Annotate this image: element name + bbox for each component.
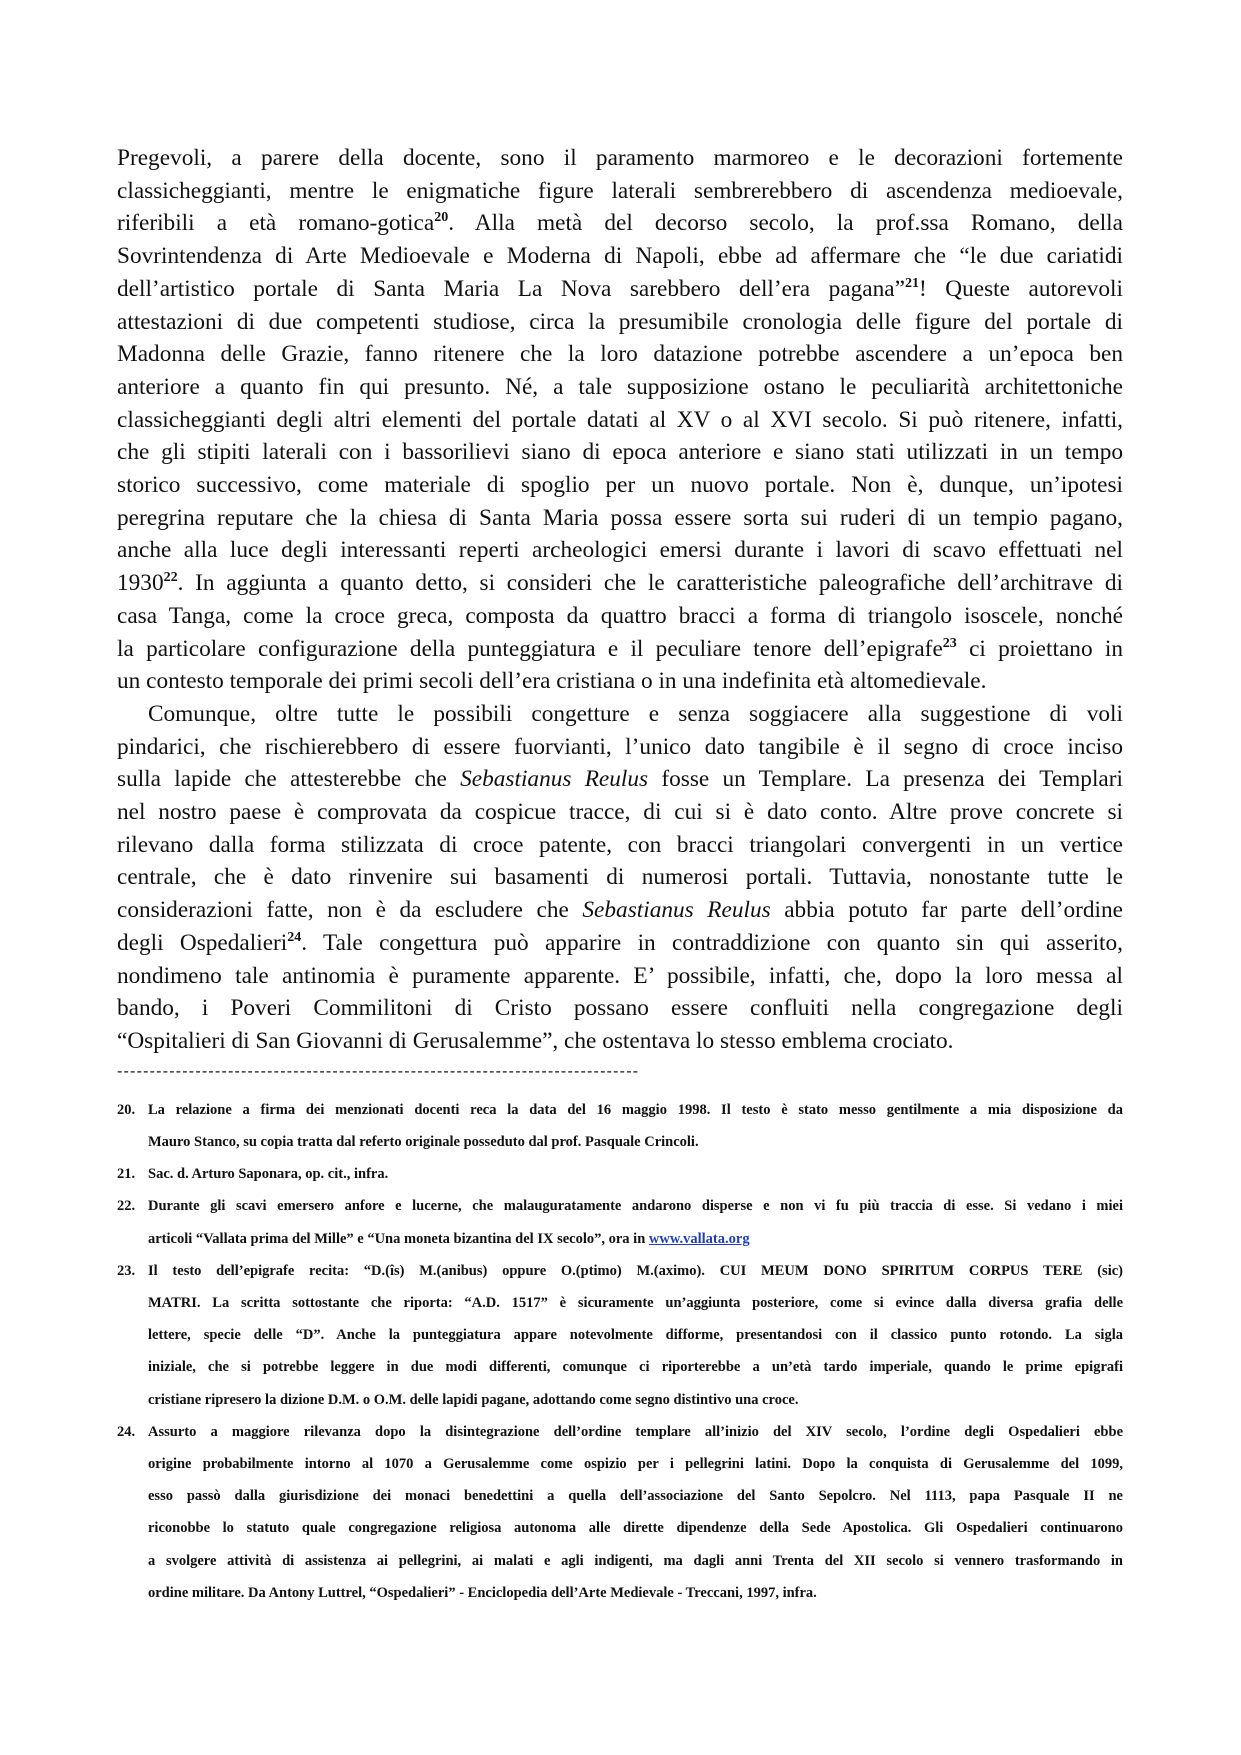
text-span: articoli “Vallata prima del Mille” e “Una moneta bizantina del IX secolo”, ora in bbox=[148, 1230, 649, 1247]
text-line: nel nostro paese è comprovata da cospicue tracce, di cui si è dato conto. Altre prove concrete si bbox=[117, 799, 1123, 826]
footnote-ref-20[interactable]: 20 bbox=[434, 210, 449, 226]
text-line: classicheggianti degli altri elementi del portale datati al XV o al XVI secolo. Si può ritenere, infatti, bbox=[117, 406, 1123, 433]
text-span: dell’artistico portale di Santa Maria La Nova sarebbero dell’era pagana” bbox=[117, 275, 905, 302]
footnote-line: MATRI. La scritta sottostante che riporta: “A.D. 1517” è sicuramente un’aggiunta posteriore, come si evince dalla diversa grafia delle bbox=[148, 1294, 1123, 1311]
footnote-ref-23[interactable]: 23 bbox=[942, 635, 957, 651]
footnote-21 bbox=[117, 1158, 1123, 1190]
italic-name: Sebastianus Reulus bbox=[460, 766, 649, 793]
text-line: Madonna delle Grazie, fanno ritenere che la loro datazione potrebbe ascendere a un’epoca ben bbox=[117, 341, 1123, 368]
footnote-number: 21. bbox=[117, 1166, 136, 1183]
text-line: centrale, che è dato rinvenire sui basamenti di numerosi portali. Tuttavia, nonostante tutte le bbox=[117, 864, 1123, 891]
footnote-number: 22. bbox=[117, 1198, 136, 1215]
paragraph-1 bbox=[117, 142, 1123, 698]
document-page bbox=[117, 142, 1123, 1609]
text-span: degli Ospedalieri bbox=[117, 929, 288, 956]
text-line: rilevano dalla forma stilizzata di croce patente, con bracci triangolari convergenti in un vertice bbox=[117, 831, 1123, 858]
text-span: ci proiettano in bbox=[956, 635, 1123, 662]
text-line: anteriore a quanto fin qui presunto. Né, a tale supposizione ostano le peculiarità architettoniche bbox=[117, 373, 1123, 400]
footnote-line: iniziale, che si potrebbe leggere in due modi differenti, comunque ci riporterebbe a un’età tardo imperiale, quando le prime epigrafi bbox=[148, 1359, 1123, 1376]
footnote-line: Sac. d. Arturo Saponara, op. cit., infra. bbox=[148, 1166, 389, 1183]
footnote-line: origine probabilmente intorno al 1070 a Gerusalemme come ospizio per i pellegrini latini. Dopo la conquista di Gerusalemme del 1099, bbox=[148, 1455, 1123, 1472]
text-line: classicheggianti, mentre le enigmatiche figure laterali sembrerebbero di ascendenza medioevale, bbox=[117, 177, 1123, 204]
text-line: “Ospitalieri di San Giovanni di Gerusalemme”, che ostentava lo stesso emblema crociato. bbox=[117, 1027, 954, 1054]
text-line bbox=[117, 273, 1123, 306]
footnote-line: lettere, specie delle “D”. Anche la punteggiatura appare notevolmente difforme, presentandosi con il classico punto rotondo. La sigla bbox=[148, 1327, 1123, 1344]
italic-name: Sebastianus Reulus bbox=[582, 897, 771, 924]
footnote-line: riconobbe lo statuto quale congregazione religiosa autonoma alle dirette dipendenze della Sede Apostolica. Gli Ospedalieri continuarono bbox=[148, 1520, 1123, 1537]
text-line: pindarici, che rischierebbero di essere fuorvianti, l’unico dato tangibile è il segno di croce inciso bbox=[117, 733, 1123, 760]
footnote-number: 23. bbox=[117, 1262, 136, 1279]
footnote-line: Mauro Stanco, su copia tratta dal referto originale posseduto dal prof. Pasquale Crincoli. bbox=[148, 1133, 699, 1150]
text-span: . In aggiunta a quanto detto, si consideri che le caratteristiche paleografiche dell’architrave di bbox=[177, 570, 1123, 597]
footnote-line: esso passò dalla giurisdizione dei monaci benedettini a quella dell’associazione del Santo Sepolcro. Nel 1113, papa Pasquale II ne bbox=[148, 1488, 1123, 1505]
footnote-line: cristiane ripresero la dizione D.M. o O.M. delle lapidi pagane, adottando come segno distintivo una croce. bbox=[148, 1391, 799, 1408]
text-line bbox=[117, 763, 1123, 796]
text-line: bando, i Poveri Commilitoni di Cristo possano essere confluiti nella congregazione degli bbox=[117, 995, 1123, 1022]
footnote-line bbox=[148, 1223, 1123, 1255]
text-span: ! Queste autorevoli bbox=[918, 275, 1123, 302]
text-line: peregrina reputare che la chiesa di Santa Maria possa essere sorta sui ruderi di un tempio pagano, bbox=[117, 504, 1123, 531]
text-span: abbia potuto far parte dell’ordine bbox=[770, 897, 1123, 924]
text-line: anche alla luce degli interessanti reperti archeologici emersi durante i lavori di scavo effettuati nel bbox=[117, 537, 1123, 564]
text-line: Comunque, oltre tutte le possibili congetture e senza soggiacere alla suggestione di voli bbox=[148, 700, 1123, 727]
footnote-separator: -------------------------------------------------------------------------------- bbox=[117, 1062, 640, 1080]
text-line bbox=[117, 207, 1123, 240]
text-span: riferibili a età romano-gotica bbox=[117, 210, 435, 237]
text-line bbox=[117, 927, 1123, 960]
text-line bbox=[117, 633, 1123, 666]
text-line: casa Tanga, come la croce greca, composta da quattro bracci a forma di triangolo isoscele, nonché bbox=[117, 602, 1123, 629]
text-line: Sovrintendenza di Arte Medioevale e Moderna di Napoli, ebbe ad affermare che “le due cariatidi bbox=[117, 243, 1123, 270]
footnote-line: a svolgere attività di assistenza ai pellegrini, ai malati e agli indigenti, ma dagli anni Trenta del XII secolo si vennero trasformando in bbox=[148, 1552, 1123, 1569]
paragraph-2 bbox=[117, 698, 1123, 1058]
text-line bbox=[117, 567, 1123, 600]
text-span: 1930 bbox=[117, 570, 164, 597]
text-line: un contesto temporale dei primi secoli dell’era cristiana o in una indefinita età altomedievale. bbox=[117, 668, 987, 695]
footnote-23 bbox=[117, 1255, 1123, 1416]
footnote-number: 24. bbox=[117, 1423, 136, 1440]
text-line: che gli stipiti laterali con i bassorilievi siano di epoca anteriore e siano stati utilizzati in un tempo bbox=[117, 439, 1123, 466]
footnote-ref-21[interactable]: 21 bbox=[904, 275, 919, 291]
text-span: considerazioni fatte, non è da escludere che bbox=[117, 897, 583, 924]
footnote-line: ordine militare. Da Antony Luttrel, “Ospedalieri” - Enciclopedia dell’Arte Medievale - Treccani, 1997, infra. bbox=[148, 1584, 817, 1601]
footnote-number: 20. bbox=[117, 1101, 136, 1118]
vallata-link[interactable]: www.vallata.org bbox=[648, 1230, 750, 1247]
text-span: la particolare configurazione della punteggiatura e il peculiare tenore dell’epigrafe bbox=[117, 635, 943, 662]
text-span: . Alla metà del decorso secolo, la prof.ssa Romano, della bbox=[448, 210, 1123, 237]
text-span: . Tale congettura può apparire in contraddizione con quanto sin qui asserito, bbox=[301, 929, 1123, 956]
footnotes bbox=[117, 1094, 1123, 1609]
text-line: Pregevoli, a parere della docente, sono il paramento marmoreo e le decorazioni fortemente bbox=[117, 145, 1123, 171]
text-line: storico successivo, come materiale di spoglio per un nuovo portale. Non è, dunque, un’ipotesi bbox=[117, 472, 1123, 499]
footnote-line: Assurto a maggiore rilevanza dopo la disintegrazione dell’ordine templare all’inizio del XIV secolo, l’ordine degli Ospedalieri ebbe bbox=[148, 1423, 1123, 1440]
text-line bbox=[117, 894, 1123, 927]
footnote-line: Il testo dell’epigrafe recita: “D.(îs) M.(anibus) oppure O.(ptimo) M.(aximo). CUI MEUM DONO SPIRITUM CORPUS TERE (sic) bbox=[148, 1262, 1123, 1279]
footnote-ref-24[interactable]: 24 bbox=[287, 929, 302, 945]
footnote-line: Durante gli scavi emersero anfore e lucerne, che malauguratamente andarono disperse e non vi fu più traccia di esse. Si vedano i miei bbox=[148, 1198, 1123, 1215]
footnote-24 bbox=[117, 1416, 1123, 1609]
text-line: nondimeno tale antinomia è puramente apparente. E’ possibile, infatti, che, dopo la loro messa al bbox=[117, 962, 1123, 989]
text-line: attestazioni di due competenti studiose, circa la presumibile cronologia delle figure del portale di bbox=[117, 308, 1123, 335]
footnote-line: La relazione a firma dei menzionati docenti reca la data del 16 maggio 1998. Il testo è stato messo gentilmente a mia disposizione da bbox=[148, 1101, 1123, 1118]
footnote-22 bbox=[117, 1190, 1123, 1254]
footnote-20 bbox=[117, 1094, 1123, 1158]
footnote-ref-22[interactable]: 22 bbox=[163, 570, 178, 586]
text-span: sulla lapide che attesterebbe che bbox=[117, 766, 461, 793]
text-span: fosse un Templare. La presenza dei Templari bbox=[648, 766, 1123, 793]
